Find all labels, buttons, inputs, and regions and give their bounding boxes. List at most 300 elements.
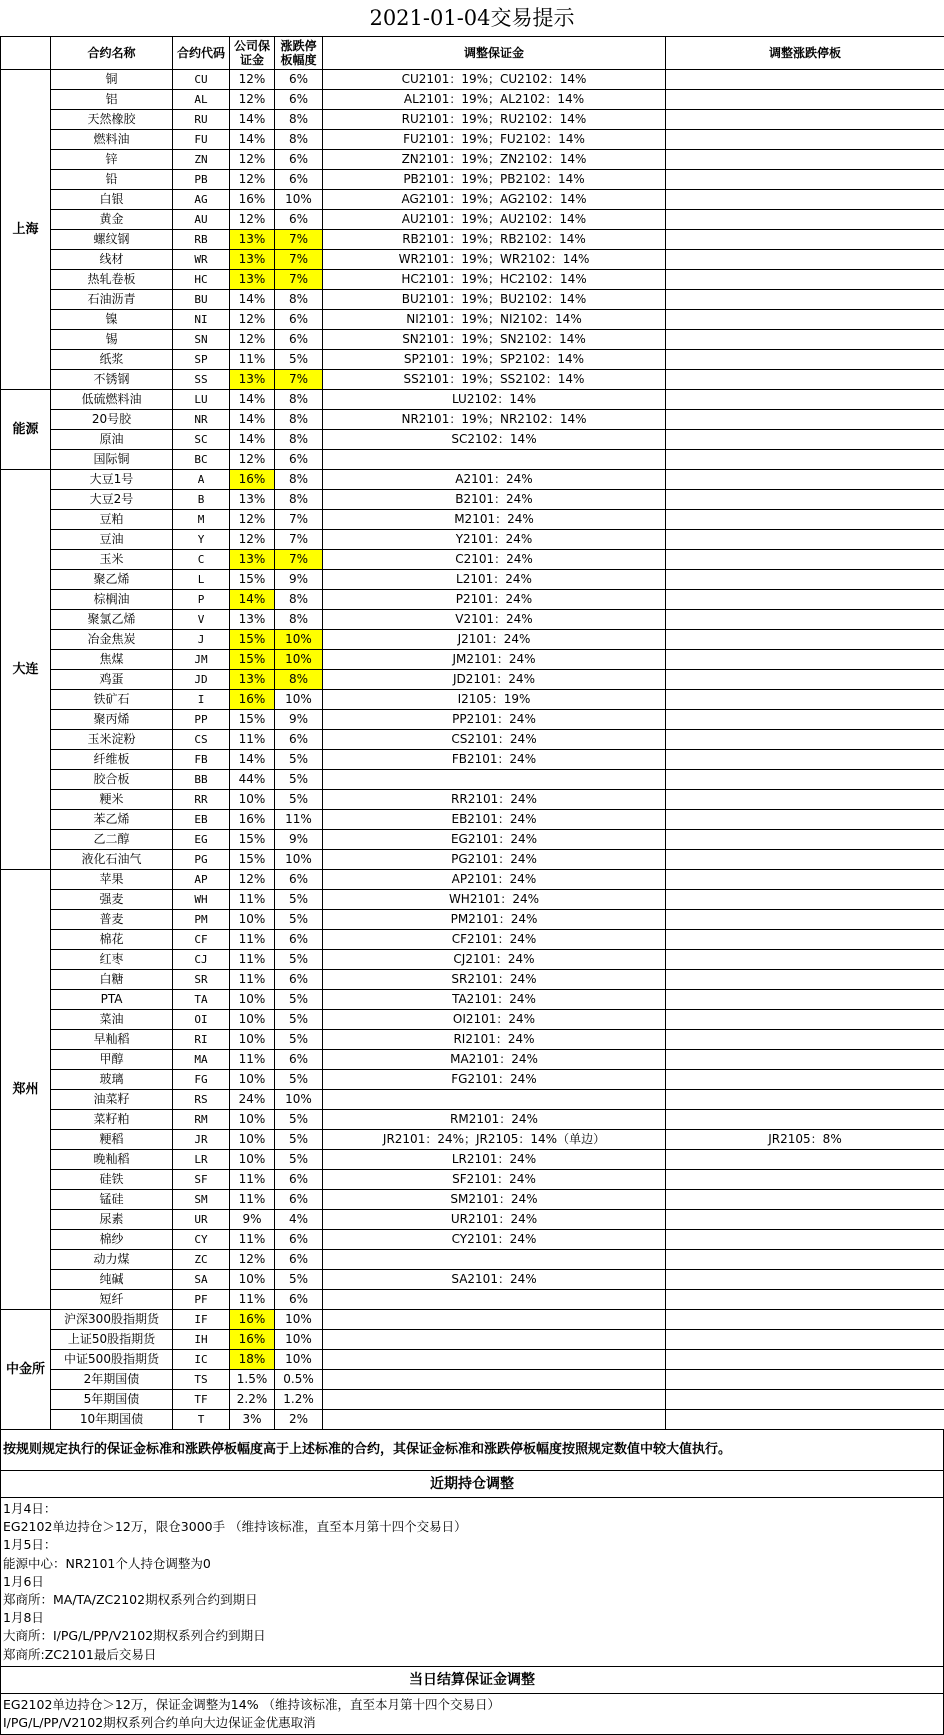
contract-name-cell: 红枣 [51,950,173,970]
exchange-label: 能源 [1,390,51,470]
contract-name-cell: 锡 [51,330,173,350]
adjusted-margin-cell [323,770,666,790]
limit-range-cell: 5% [275,890,323,910]
table-row [1,270,944,290]
company-margin-cell: 10% [230,990,275,1010]
company-margin-cell: 16% [230,810,275,830]
contract-code-cell: ZN [173,150,230,170]
limit-range-cell: 5% [275,950,323,970]
company-margin-cell: 10% [230,1130,275,1150]
adjusted-limit-cell [666,890,944,910]
contract-code-cell: SS [173,370,230,390]
contract-code-cell: SA [173,1270,230,1290]
contract-name-cell: 上证50股指期货 [51,1330,173,1350]
adjusted-margin-cell: TA2101：24% [323,990,666,1010]
contract-code-cell: T [173,1410,230,1430]
company-margin-cell: 12% [230,170,275,190]
adjusted-limit-cell [666,1310,944,1330]
limit-range-cell: 7% [275,530,323,550]
contract-name-cell: 动力煤 [51,1250,173,1270]
header-exchange [1,37,51,70]
adjusted-limit-cell [666,610,944,630]
contract-name-cell: 棕榈油 [51,590,173,610]
limit-range-cell: 6% [275,1190,323,1210]
notice-line: I/PG/L/PP/V2102期权系列合约单向大边保证金优惠取消 [3,1714,941,1732]
adjusted-margin-cell: J2101：24% [323,630,666,650]
limit-range-cell: 8% [275,430,323,450]
table-row [1,90,944,110]
limit-range-cell: 8% [275,390,323,410]
contract-name-cell: 原油 [51,430,173,450]
adjusted-limit-cell [666,1150,944,1170]
adjusted-limit-cell [666,770,944,790]
limit-range-cell: 6% [275,1230,323,1250]
header-contract-code: 合约代码 [173,37,230,70]
company-margin-cell: 12% [230,310,275,330]
limit-range-cell: 6% [275,730,323,750]
limit-range-cell: 8% [275,670,323,690]
limit-range-cell: 10% [275,190,323,210]
contract-name-cell: 短纤 [51,1290,173,1310]
company-margin-cell: 11% [230,350,275,370]
table-row [1,550,944,570]
position-section-title: 近期持仓调整 [0,1471,944,1498]
adjusted-limit-cell [666,1350,944,1370]
header-company-margin: 公司保证金 [230,37,275,70]
adjusted-limit-cell [666,290,944,310]
company-margin-cell: 11% [230,730,275,750]
adjusted-margin-cell: BU2101：19%；BU2102：14% [323,290,666,310]
contract-code-cell: AG [173,190,230,210]
contract-name-cell: 普麦 [51,910,173,930]
contract-code-cell: RR [173,790,230,810]
contract-name-cell: 玉米淀粉 [51,730,173,750]
contract-code-cell: Y [173,530,230,550]
company-margin-cell: 12% [230,510,275,530]
table-row [1,1410,944,1430]
table-row [1,1110,944,1130]
adjusted-limit-cell [666,390,944,410]
adjusted-margin-cell: SM2101：24% [323,1190,666,1210]
adjusted-margin-cell [323,1350,666,1370]
table-row [1,490,944,510]
limit-range-cell: 5% [275,910,323,930]
limit-range-cell: 6% [275,310,323,330]
company-margin-cell: 14% [230,130,275,150]
contract-name-cell: 粳米 [51,790,173,810]
contract-code-cell: BB [173,770,230,790]
limit-range-cell: 6% [275,870,323,890]
adjusted-margin-cell [323,1370,666,1390]
table-row [1,1090,944,1110]
adjusted-margin-cell: M2101：24% [323,510,666,530]
company-margin-cell: 11% [230,1290,275,1310]
notice-line: 郑商所：MA/TA/ZC2102期权系列合约到期日 [3,1591,941,1609]
adjusted-limit-cell [666,1190,944,1210]
contract-code-cell: LU [173,390,230,410]
contract-name-cell: 铁矿石 [51,690,173,710]
adjusted-margin-cell: ZN2101：19%；ZN2102：14% [323,150,666,170]
limit-range-cell: 5% [275,1070,323,1090]
contract-code-cell: RI [173,1030,230,1050]
table-row [1,1170,944,1190]
contract-name-cell: 粳稻 [51,1130,173,1150]
notice-line: 1月4日： [3,1500,941,1518]
table-body [1,70,944,1430]
contract-code-cell: JD [173,670,230,690]
company-margin-cell: 10% [230,1270,275,1290]
limit-range-cell: 2% [275,1410,323,1430]
table-row [1,690,944,710]
limit-range-cell: 6% [275,1250,323,1270]
contract-code-cell: SN [173,330,230,350]
table-row [1,930,944,950]
company-margin-cell: 14% [230,590,275,610]
contract-name-cell: 不锈钢 [51,370,173,390]
adjusted-margin-cell: PG2101：24% [323,850,666,870]
company-margin-cell: 10% [230,1110,275,1130]
adjusted-margin-cell: NI2101：19%；NI2102：14% [323,310,666,330]
adjusted-margin-cell: FG2101：24% [323,1070,666,1090]
limit-range-cell: 7% [275,510,323,530]
adjusted-margin-cell: SN2101：19%；SN2102：14% [323,330,666,350]
limit-range-cell: 4% [275,1210,323,1230]
table-row [1,1230,944,1250]
limit-range-cell: 6% [275,1050,323,1070]
contract-code-cell: UR [173,1210,230,1230]
contract-code-cell: A [173,470,230,490]
adjusted-margin-cell: SS2101：19%；SS2102：14% [323,370,666,390]
table-row [1,1030,944,1050]
table-row [1,570,944,590]
contract-code-cell: L [173,570,230,590]
adjusted-limit-cell [666,670,944,690]
limit-range-cell: 5% [275,1270,323,1290]
adjusted-margin-cell: B2101：24% [323,490,666,510]
adjusted-limit-cell [666,110,944,130]
limit-range-cell: 5% [275,990,323,1010]
limit-range-cell: 5% [275,1110,323,1130]
table-row [1,370,944,390]
contract-code-cell: FG [173,1070,230,1090]
company-margin-cell: 13% [230,670,275,690]
adjusted-limit-cell [666,790,944,810]
company-margin-cell: 14% [230,110,275,130]
table-row [1,710,944,730]
table-row [1,190,944,210]
company-margin-cell: 10% [230,1150,275,1170]
adjusted-margin-cell [323,1310,666,1330]
adjusted-limit-cell [666,810,944,830]
contract-code-cell: RB [173,230,230,250]
company-margin-cell: 12% [230,210,275,230]
adjusted-margin-cell: FB2101：24% [323,750,666,770]
table-row [1,130,944,150]
adjusted-margin-cell: UR2101：24% [323,1210,666,1230]
adjusted-margin-cell [323,1410,666,1430]
contract-name-cell: 菜籽粕 [51,1110,173,1130]
table-header-row [1,37,944,70]
header-contract-name: 合约名称 [51,37,173,70]
contract-code-cell: AL [173,90,230,110]
table-row [1,870,944,890]
limit-range-cell: 5% [275,1130,323,1150]
contract-name-cell: 硅铁 [51,1170,173,1190]
adjusted-limit-cell [666,690,944,710]
company-margin-cell: 11% [230,1170,275,1190]
limit-range-cell: 8% [275,130,323,150]
contract-name-cell: 豆粕 [51,510,173,530]
adjusted-limit-cell [666,550,944,570]
company-margin-cell: 16% [230,470,275,490]
adjusted-margin-cell: AL2101：19%；AL2102：14% [323,90,666,110]
company-margin-cell: 10% [230,1030,275,1050]
adjusted-limit-cell [666,1250,944,1270]
adjusted-limit-cell [666,1370,944,1390]
company-margin-cell: 15% [230,850,275,870]
company-margin-cell: 1.5% [230,1370,275,1390]
adjusted-margin-cell [323,450,666,470]
table-row [1,650,944,670]
adjusted-limit-cell [666,330,944,350]
notice-line: 1月6日 [3,1573,941,1591]
contract-code-cell: SM [173,1190,230,1210]
contract-name-cell: 铅 [51,170,173,190]
adjusted-limit-cell [666,1070,944,1090]
table-row [1,1330,944,1350]
adjusted-limit-cell [666,1330,944,1350]
adjusted-limit-cell [666,170,944,190]
contract-name-cell: 低硫燃料油 [51,390,173,410]
adjusted-margin-cell [323,1090,666,1110]
contract-name-cell: 玻璃 [51,1070,173,1090]
company-margin-cell: 11% [230,950,275,970]
company-margin-cell: 10% [230,1010,275,1030]
adjusted-limit-cell [666,510,944,530]
contract-code-cell: SP [173,350,230,370]
adjusted-margin-cell [323,1290,666,1310]
company-margin-cell: 11% [230,1050,275,1070]
contract-code-cell: NI [173,310,230,330]
adjusted-margin-cell: CU2101：19%；CU2102：14% [323,70,666,90]
company-margin-cell: 11% [230,1190,275,1210]
table-row [1,750,944,770]
table-row [1,590,944,610]
company-margin-cell: 11% [230,1230,275,1250]
contract-code-cell: PB [173,170,230,190]
adjusted-margin-cell: SP2101：19%；SP2102：14% [323,350,666,370]
page-title: 2021-01-04交易提示 [0,0,944,36]
limit-range-cell: 6% [275,970,323,990]
contract-name-cell: 锌 [51,150,173,170]
limit-range-cell: 10% [275,1350,323,1370]
contract-name-cell: 黄金 [51,210,173,230]
adjusted-margin-cell: SF2101：24% [323,1170,666,1190]
contract-name-cell: 苯乙烯 [51,810,173,830]
notice-line: 能源中心：NR2101个人持仓调整为0 [3,1555,941,1573]
adjusted-margin-cell: JR2101：24%；JR2105：14%（单边） [323,1130,666,1150]
adjusted-limit-cell [666,590,944,610]
limit-range-cell: 8% [275,290,323,310]
adjusted-limit-cell [666,130,944,150]
contract-code-cell: PG [173,850,230,870]
contract-name-cell: 螺纹钢 [51,230,173,250]
adjusted-limit-cell [666,1050,944,1070]
table-row [1,150,944,170]
table-row [1,70,944,90]
table-row [1,990,944,1010]
settlement-section-body [0,1694,944,1735]
company-margin-cell: 10% [230,1070,275,1090]
adjusted-margin-cell: LU2102：14% [323,390,666,410]
adjusted-limit-cell [666,750,944,770]
contract-name-cell: 10年期国债 [51,1410,173,1430]
company-margin-cell: 13% [230,230,275,250]
company-margin-cell: 14% [230,750,275,770]
company-margin-cell: 10% [230,910,275,930]
contract-name-cell: 豆油 [51,530,173,550]
limit-range-cell: 5% [275,770,323,790]
contract-name-cell: 20号胶 [51,410,173,430]
contract-code-cell: M [173,510,230,530]
adjusted-limit-cell [666,370,944,390]
adjusted-margin-cell: SA2101：24% [323,1270,666,1290]
table-row [1,950,944,970]
table-row [1,830,944,850]
limit-range-cell: 10% [275,1310,323,1330]
contract-name-cell: 纸浆 [51,350,173,370]
company-margin-cell: 13% [230,490,275,510]
notice-line: 大商所：I/PG/L/PP/V2102期权系列合约到期日 [3,1627,941,1645]
contract-code-cell: OI [173,1010,230,1030]
limit-range-cell: 7% [275,370,323,390]
contract-name-cell: 大豆2号 [51,490,173,510]
contract-name-cell: 冶金焦炭 [51,630,173,650]
table-row [1,1290,944,1310]
contract-name-cell: 纯碱 [51,1270,173,1290]
contract-code-cell: BU [173,290,230,310]
table-row [1,470,944,490]
contract-name-cell: 国际铜 [51,450,173,470]
header-adjusted-limit: 调整涨跌停板 [666,37,944,70]
adjusted-margin-cell [323,1390,666,1410]
adjusted-limit-cell [666,70,944,90]
contract-name-cell: 乙二醇 [51,830,173,850]
adjusted-limit-cell [666,1390,944,1410]
adjusted-margin-cell: EG2101：24% [323,830,666,850]
contract-code-cell: SF [173,1170,230,1190]
adjusted-margin-cell: RR2101：24% [323,790,666,810]
adjusted-margin-cell: PM2101：24% [323,910,666,930]
contract-name-cell: 油菜籽 [51,1090,173,1110]
table-row [1,210,944,230]
adjusted-margin-cell [323,1250,666,1270]
contract-code-cell: SR [173,970,230,990]
contract-code-cell: C [173,550,230,570]
contract-code-cell: PF [173,1290,230,1310]
adjusted-margin-cell: V2101：24% [323,610,666,630]
adjusted-limit-cell [666,470,944,490]
header-adjusted-margin: 调整保证金 [323,37,666,70]
limit-range-cell: 5% [275,750,323,770]
adjusted-limit-cell [666,870,944,890]
contract-code-cell: CS [173,730,230,750]
contract-name-cell: 白糖 [51,970,173,990]
table-row [1,450,944,470]
contract-code-cell: PM [173,910,230,930]
adjusted-margin-cell: P2101：24% [323,590,666,610]
limit-range-cell: 10% [275,1090,323,1110]
contract-name-cell: 2年期国债 [51,1370,173,1390]
table-row [1,1210,944,1230]
company-margin-cell: 3% [230,1410,275,1430]
adjusted-limit-cell [666,1170,944,1190]
notice-line: EG2102单边持仓＞12万，限仓3000手 （维持该标准，直至本月第十四个交易日） [3,1518,941,1536]
contract-code-cell: MA [173,1050,230,1070]
contract-code-cell: RM [173,1110,230,1130]
table-row [1,1190,944,1210]
adjusted-margin-cell: MA2101：24% [323,1050,666,1070]
contract-name-cell: 棉纱 [51,1230,173,1250]
contract-name-cell: 中证500股指期货 [51,1350,173,1370]
adjusted-limit-cell [666,450,944,470]
company-margin-cell: 12% [230,450,275,470]
contract-code-cell: HC [173,270,230,290]
adjusted-margin-cell: WH2101：24% [323,890,666,910]
adjusted-limit-cell [666,990,944,1010]
company-margin-cell: 13% [230,270,275,290]
rule-note: 按规则规定执行的保证金标准和涨跌停板幅度高于上述标准的合约，其保证金标准和涨跌停板幅度按照规定数值中较大值执行。 [0,1430,944,1471]
contract-code-cell: JM [173,650,230,670]
contract-code-cell: P [173,590,230,610]
company-margin-cell: 15% [230,570,275,590]
adjusted-margin-cell: HC2101：19%；HC2102：14% [323,270,666,290]
limit-range-cell: 5% [275,350,323,370]
adjusted-limit-cell [666,730,944,750]
contract-code-cell: NR [173,410,230,430]
adjusted-margin-cell: NR2101：19%；NR2102：14% [323,410,666,430]
adjusted-limit-cell [666,710,944,730]
company-margin-cell: 11% [230,970,275,990]
adjusted-margin-cell: JM2101：24% [323,650,666,670]
table-row [1,970,944,990]
limit-range-cell: 5% [275,1150,323,1170]
adjusted-limit-cell [666,530,944,550]
adjusted-limit-cell [666,230,944,250]
table-row [1,1050,944,1070]
adjusted-limit-cell [666,310,944,330]
limit-range-cell: 6% [275,150,323,170]
company-margin-cell: 12% [230,90,275,110]
adjusted-limit-cell [666,650,944,670]
limit-range-cell: 8% [275,490,323,510]
adjusted-limit-cell [666,490,944,510]
adjusted-limit-cell [666,630,944,650]
contract-name-cell: 胶合板 [51,770,173,790]
table-row [1,430,944,450]
limit-range-cell: 6% [275,930,323,950]
adjusted-limit-cell [666,190,944,210]
contract-name-cell: 铜 [51,70,173,90]
limit-range-cell: 10% [275,630,323,650]
contract-code-cell: RU [173,110,230,130]
contract-code-cell: V [173,610,230,630]
contract-code-cell: BC [173,450,230,470]
adjusted-limit-cell [666,930,944,950]
adjusted-limit-cell: JR2105：8% [666,1130,944,1150]
contract-name-cell: 沪深300股指期货 [51,1310,173,1330]
adjusted-margin-cell: AU2101：19%；AU2102：14% [323,210,666,230]
